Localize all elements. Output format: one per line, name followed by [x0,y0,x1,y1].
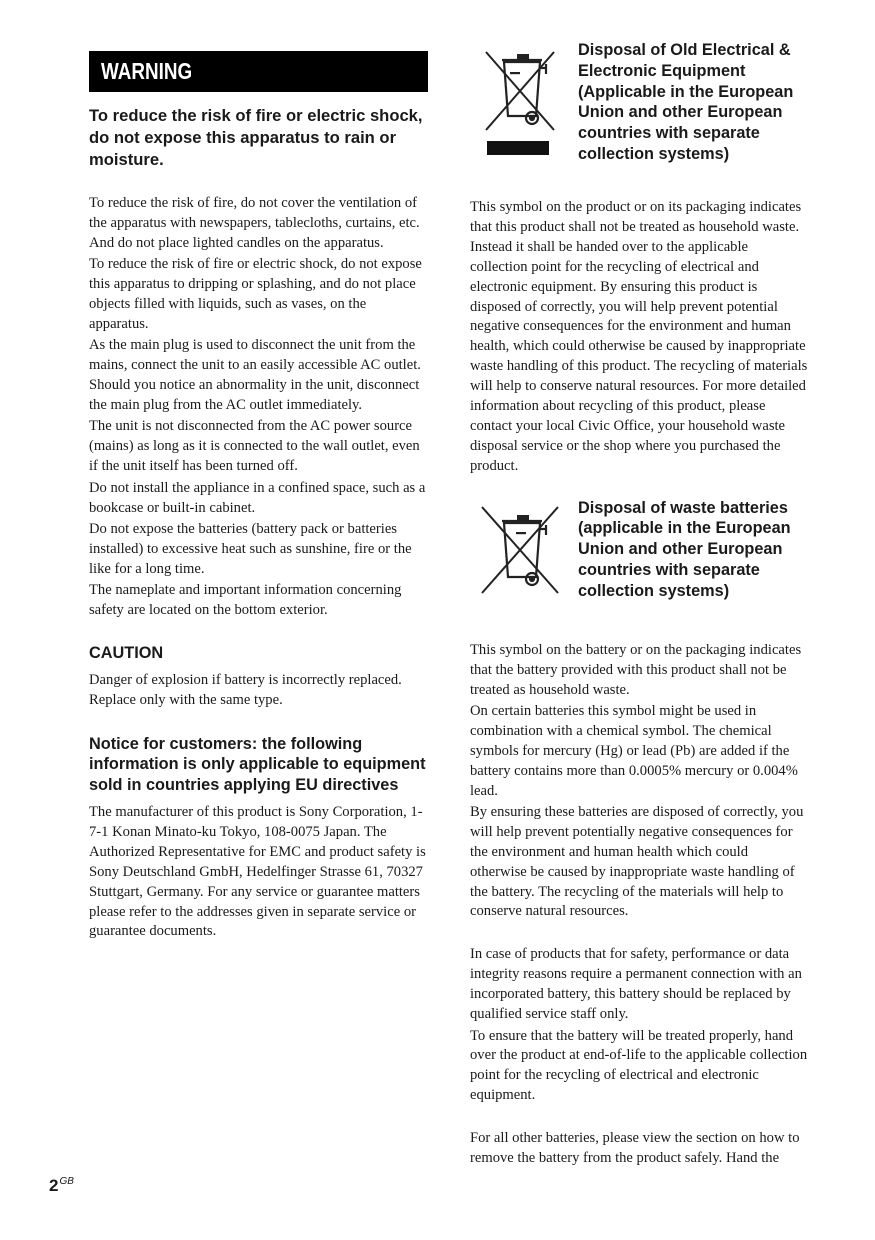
battery-icon [476,499,566,604]
warning-paragraph: As the main plug is used to disconnect the unit from the mains, connect the unit to an easily accessible AC outlet. Should you notice an abnormality in the unit, disconnect the main plug from the AC outlet immediately. [89,337,421,414]
warning-paragraph: To reduce the risk of fire or electric shock, do not expose this apparatus to dripping or splashing, and do not place objects filled with liquids, such as vases, on the apparatus. [89,256,422,332]
battery-paragraph: On certain batteries this symbol might be used in combination with a chemical symbol. The chemical symbols for mercury (Hg) or lead (Pb) are added if the battery contains more than 0.0005% mercury or 0.004% lead. [470,702,798,799]
warning-paragraph: Do not install the appliance in a confined space, such as a bookcase or built-in cabinet. [89,479,426,516]
warning-paragraph: To reduce the risk of fire, do not cover the ventilation of the apparatus with newspapers, tablecloths, curtains, etc. And do not place lighted candles on the apparatus. [89,195,420,251]
page-number-suffix: GB [59,1176,74,1187]
weee-text: This symbol on the product or on its packaging indicates that this product shall not be treated as household waste. Instead it shall be handed over to the applicable collection point for the recycling of electrical and electronic equipment. By ensuring this product is disposed of correctly, you will help prevent potential negative consequences for the environment and human health, which could otherwise be caused by inappropriate waste handling of this product. The recycling of materials will help to conserve natural resources. For more detailed information about recycling of this product, please contact your local Civic Office, your household waste disposal service or the shop where you purchased the product. [470,199,808,474]
other-batteries-text: For all other batteries, please view the section on how to remove the battery from the product safely. Hand the [470,1130,800,1167]
notice-text: The manufacturer of this product is Sony Corporation, 1-7-1 Konan Minato-ku Tokyo, 108-0075 Japan. The Authorized Representative for EMC and product safety is Sony Deutschland GmbH, Hedelfinger Strasse 61, 70327 Stuttgart, Germany. For any service or guarantee matters please refer to the addresses given in separate service or guarantee documents. [89,804,426,940]
warning-paragraph: The unit is not disconnected from the AC power source (mains) as long as it is connected to the wall outlet, even if the unit itself has been turned off. [89,418,420,475]
warning-lead: To reduce the risk of fire or electric shock, do not expose this apparatus to rain or moisture. [89,106,423,169]
integrity-paragraph: To ensure that the battery will be treated properly, hand over the product at end-of-life to the applicable collection point for the recycling of electrical and electronic equipment. [470,1027,808,1104]
battery-paragraph: This symbol on the battery or on the packaging indicates that the battery provided with this product shall not be treated as household waste. [470,641,802,698]
warning-paragraph: The nameplate and important information concerning safety are located on the bottom exterior. [89,582,402,619]
warning-paragraph: Do not expose the batteries (battery pack or batteries installed) to excessive heat such as sunshine, fire or the like for a long time. [89,521,412,577]
battery-heading: Disposal of waste batteries (applicable in the European Union and other European countries with separate collection systems) [578,498,791,600]
crossed-out-wheelie-bin-icon [476,40,566,158]
notice-heading: Notice for customers: the following information is only applicable to equipment sold in countries applying EU directives [89,734,426,795]
page-number-value: 2 [49,1176,59,1195]
caution-text: Danger of explosion if battery is incorrectly replaced. Replace only with the same type. [89,671,402,708]
left-column [89,51,429,942]
caution-heading: CAUTION [89,644,164,663]
integrity-paragraph: In case of products that for safety, performance or data integrity reasons require a permanent connection with an incorporated battery, this battery should be replaced by qualified service staff only. [470,946,802,1023]
right-column [470,40,808,1169]
weee-icon [476,40,566,163]
warning-title: WARNING [101,58,193,84]
crossed-out-wheelie-bin-icon [476,499,566,599]
page-number [49,1176,74,1196]
weee-heading: Disposal of Old Electrical & Electronic Equipment (Applicable in the European Union and other European countries with separate collection systems) [578,41,794,163]
weee-section-header [470,40,808,198]
battery-paragraph: By ensuring these batteries are disposed of correctly, you will help prevent potentially negative consequences for the environment and human health which could otherwise be caused by inappropriate waste handling of the battery. The recycling of the materials will help to conserve natural resources. [470,803,804,920]
battery-section-header [470,499,808,643]
warning-banner [89,51,428,92]
